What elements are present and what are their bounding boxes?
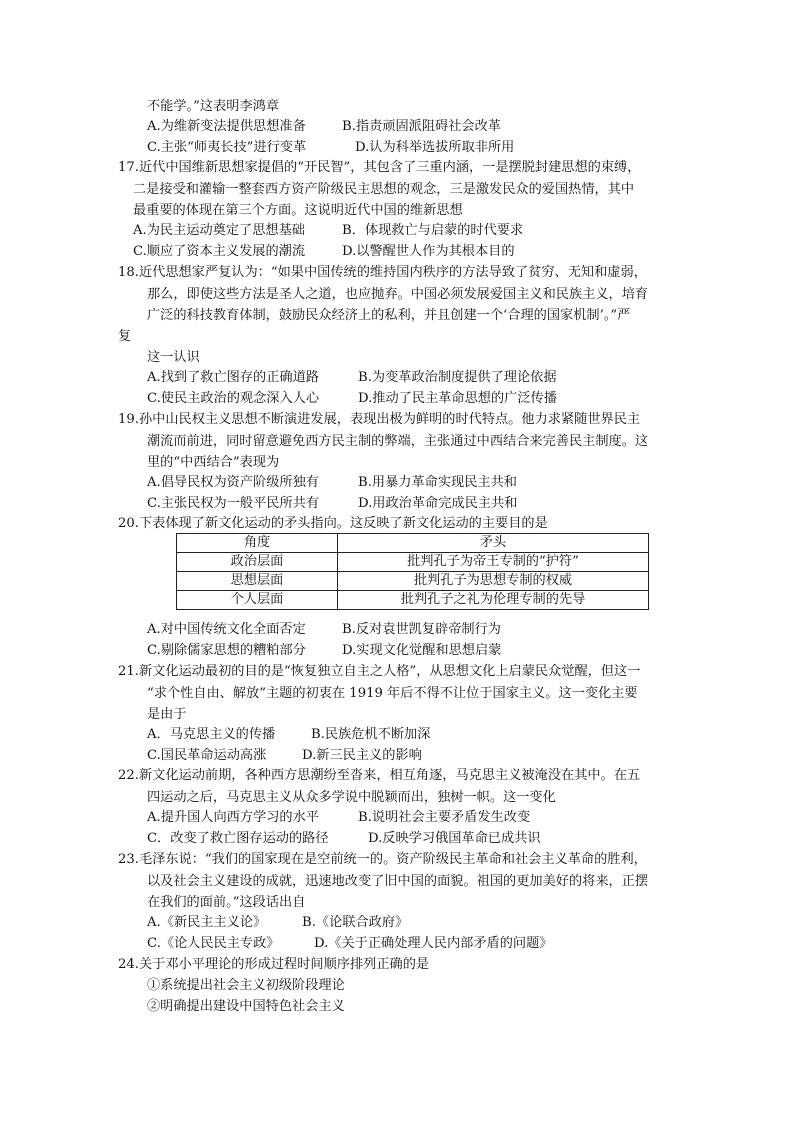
q18-stem-line-2: 那么，即使这些方法是圣人之道，也应抛弃。中国必须发展爱国主义和民族主义，培育	[147, 287, 649, 302]
q17-option-b[interactable]: B．体现救亡与启蒙的时代要求	[342, 223, 524, 238]
table-cell: 思想层面	[177, 572, 338, 591]
q16-stem-tail: 不能学。”这表明李鸿章	[147, 99, 280, 114]
table-row	[177, 553, 649, 572]
q16-option-a[interactable]: A.为维新变法提供思想准备	[147, 119, 306, 134]
q20-option-b[interactable]: B.反对袁世凯复辟帝制行为	[342, 622, 501, 637]
q17-option-c[interactable]: C.顺应了资本主义发展的潮流	[133, 244, 306, 259]
q22-option-b[interactable]: B.说明社会主要矛盾发生改变	[358, 810, 531, 825]
table-cell: 批判孔子为帝王专制的“护符”	[338, 553, 649, 572]
q21-option-a[interactable]: A．马克思主义的传播	[147, 727, 276, 742]
q23-option-b[interactable]: B.《论联合政府》	[302, 915, 409, 930]
q20-table	[176, 533, 649, 610]
table-cell: 批判孔子为思想专制的权威	[338, 572, 649, 591]
table-header-row	[177, 534, 649, 553]
table-header-target: 矛头	[338, 534, 649, 553]
q20-stem: 20.下表体现了新文化运动的矛头指向。这反映了新文化运动的主要目的是	[118, 516, 548, 531]
table-row	[177, 572, 649, 591]
q18-option-b[interactable]: B.为变革政治制度提供了理论依据	[358, 370, 557, 385]
q18-option-c[interactable]: C.使民主政治的观念深入人心	[147, 391, 320, 406]
q20-option-a[interactable]: A.对中国传统文化全面否定	[147, 622, 306, 637]
q18-option-d[interactable]: D.推动了民主革命思想的广泛传播	[358, 391, 557, 406]
q23-option-a[interactable]: A.《新民主主义论》	[147, 915, 267, 930]
q21-stem-line-2: “求个性自由、解放”主题的初衷在 1919 年后不得不让位于国家主义。这一变化主要	[147, 686, 638, 701]
q20-option-c[interactable]: C.剔除儒家思想的糟粕部分	[147, 643, 306, 658]
q22-stem-line-2: 四运动之后，马克思主义从众多学说中脱颖而出，独树一帜。这一变化	[147, 790, 556, 805]
q19-option-d[interactable]: D.用政治革命完成民主共和	[358, 496, 518, 511]
table-row	[177, 591, 649, 610]
q18-stem-line-4: 复	[118, 329, 132, 344]
q19-stem-line-2: 潮流而前进，同时留意避免西方民主制的弊端，主张通过中西结合来完善民主制度。这	[147, 434, 649, 449]
q17-option-d[interactable]: D.以警醒世人作为其根本目的	[342, 244, 515, 259]
q17-stem-line-2: 二是接受和灌输一整套西方资产阶级民主思想的观念，三是激发民众的爱国热情，其中	[133, 182, 635, 197]
q21-option-d[interactable]: D.新三民主义的影响	[302, 748, 422, 763]
table-header-angle: 角度	[177, 534, 338, 553]
q23-option-d[interactable]: D.《关于正确处理人民内部矛盾的问题》	[314, 936, 553, 951]
q18-stem-line-1: 18.近代思想家严复认为：“如果中国传统的维持国内秩序的方法导致了贫穷、无知和虚弱，	[118, 265, 647, 280]
q23-stem-line-1: 23.毛泽东说：“我们的国家现在是空前统一的。资产阶级民主革命和社会主义革命的胜利，	[118, 852, 647, 867]
q20-option-d[interactable]: D.实现文化觉醒和思想启蒙	[342, 643, 502, 658]
q22-option-a[interactable]: A.提升国人向西方学习的水平	[147, 810, 319, 825]
q19-stem-line-3: 里的“中西结合”表现为	[147, 455, 280, 470]
q19-stem-line-1: 19.孙中山民权主义思想不断演进发展，表现出极为鲜明的时代特点。他力求紧随世界民主	[118, 412, 641, 427]
q19-option-a[interactable]: A.倡导民权为资产阶级所独有	[147, 475, 319, 490]
q23-stem-line-3: 在我们的面前。”这段话出自	[147, 895, 306, 910]
q18-option-a[interactable]: A.找到了救亡图存的正确道路	[147, 370, 319, 385]
table-cell: 政治层面	[177, 553, 338, 572]
q17-stem-line-3: 最重要的体现在第三个方面。这说明近代中国的维新思想	[133, 203, 463, 218]
q19-option-c[interactable]: C.主张民权为一般平民所共有	[147, 496, 320, 511]
q18-stem-line-5: 这一认识	[147, 350, 200, 365]
q18-stem-line-3: 广泛的科技教育体制，鼓励民众经济上的私利，并且创建一个‘合理的国家机制’。”严	[147, 308, 631, 323]
q16-option-b[interactable]: B.指责顽固派阻碍社会改革	[342, 119, 501, 134]
q21-stem-line-1: 21.新文化运动最初的目的是“恢复独立自主之人格”，从思想文化上启蒙民众觉醒，但这一	[118, 664, 641, 679]
q23-option-c[interactable]: C.《论人民民主专政》	[147, 936, 280, 951]
q24-item-2: ②明确提出建设中国特色社会主义	[147, 999, 345, 1014]
q23-stem-line-2: 以及社会主义建设的成就，迅速地改变了旧中国的面貌。祖国的更加美好的将来，正摆	[147, 874, 649, 889]
q22-stem-line-1: 22.新文化运动前期，各种西方思潮纷至沓来，相互角逐，马克思主义被淹没在其中。在五	[118, 768, 641, 783]
q16-option-d[interactable]: D.认为科举选拔所取非所用	[355, 140, 515, 155]
q22-option-c[interactable]: C．改变了救亡图存运动的路径	[147, 831, 329, 846]
q17-stem-line-1: 17.近代中国维新思想家提倡的“开民智”，其包含了三重内涵，一是摆脱封建思想的束缚，	[118, 160, 641, 175]
q24-stem: 24.关于邓小平理论的形成过程时间顺序排列正确的是	[118, 957, 430, 972]
q21-option-c[interactable]: C.国民革命运动高涨	[147, 748, 267, 763]
table-cell: 个人层面	[177, 591, 338, 610]
q17-option-a[interactable]: A.为民主运动奠定了思想基础	[133, 223, 305, 238]
q16-option-c[interactable]: C.主张“师夷长技”进行变革	[147, 140, 307, 155]
table-cell: 批判孔子之礼为伦理专制的先导	[338, 591, 649, 610]
q21-option-b[interactable]: B.民族危机不断加深	[311, 727, 431, 742]
q19-option-b[interactable]: B.用暴力革命实现民主共和	[358, 475, 517, 490]
q21-stem-line-3: 是由于	[147, 707, 187, 722]
q24-item-1: ①系统提出社会主义初级阶段理论	[147, 978, 345, 993]
q22-option-d[interactable]: D.反映学习俄国革命已成共识	[368, 831, 541, 846]
